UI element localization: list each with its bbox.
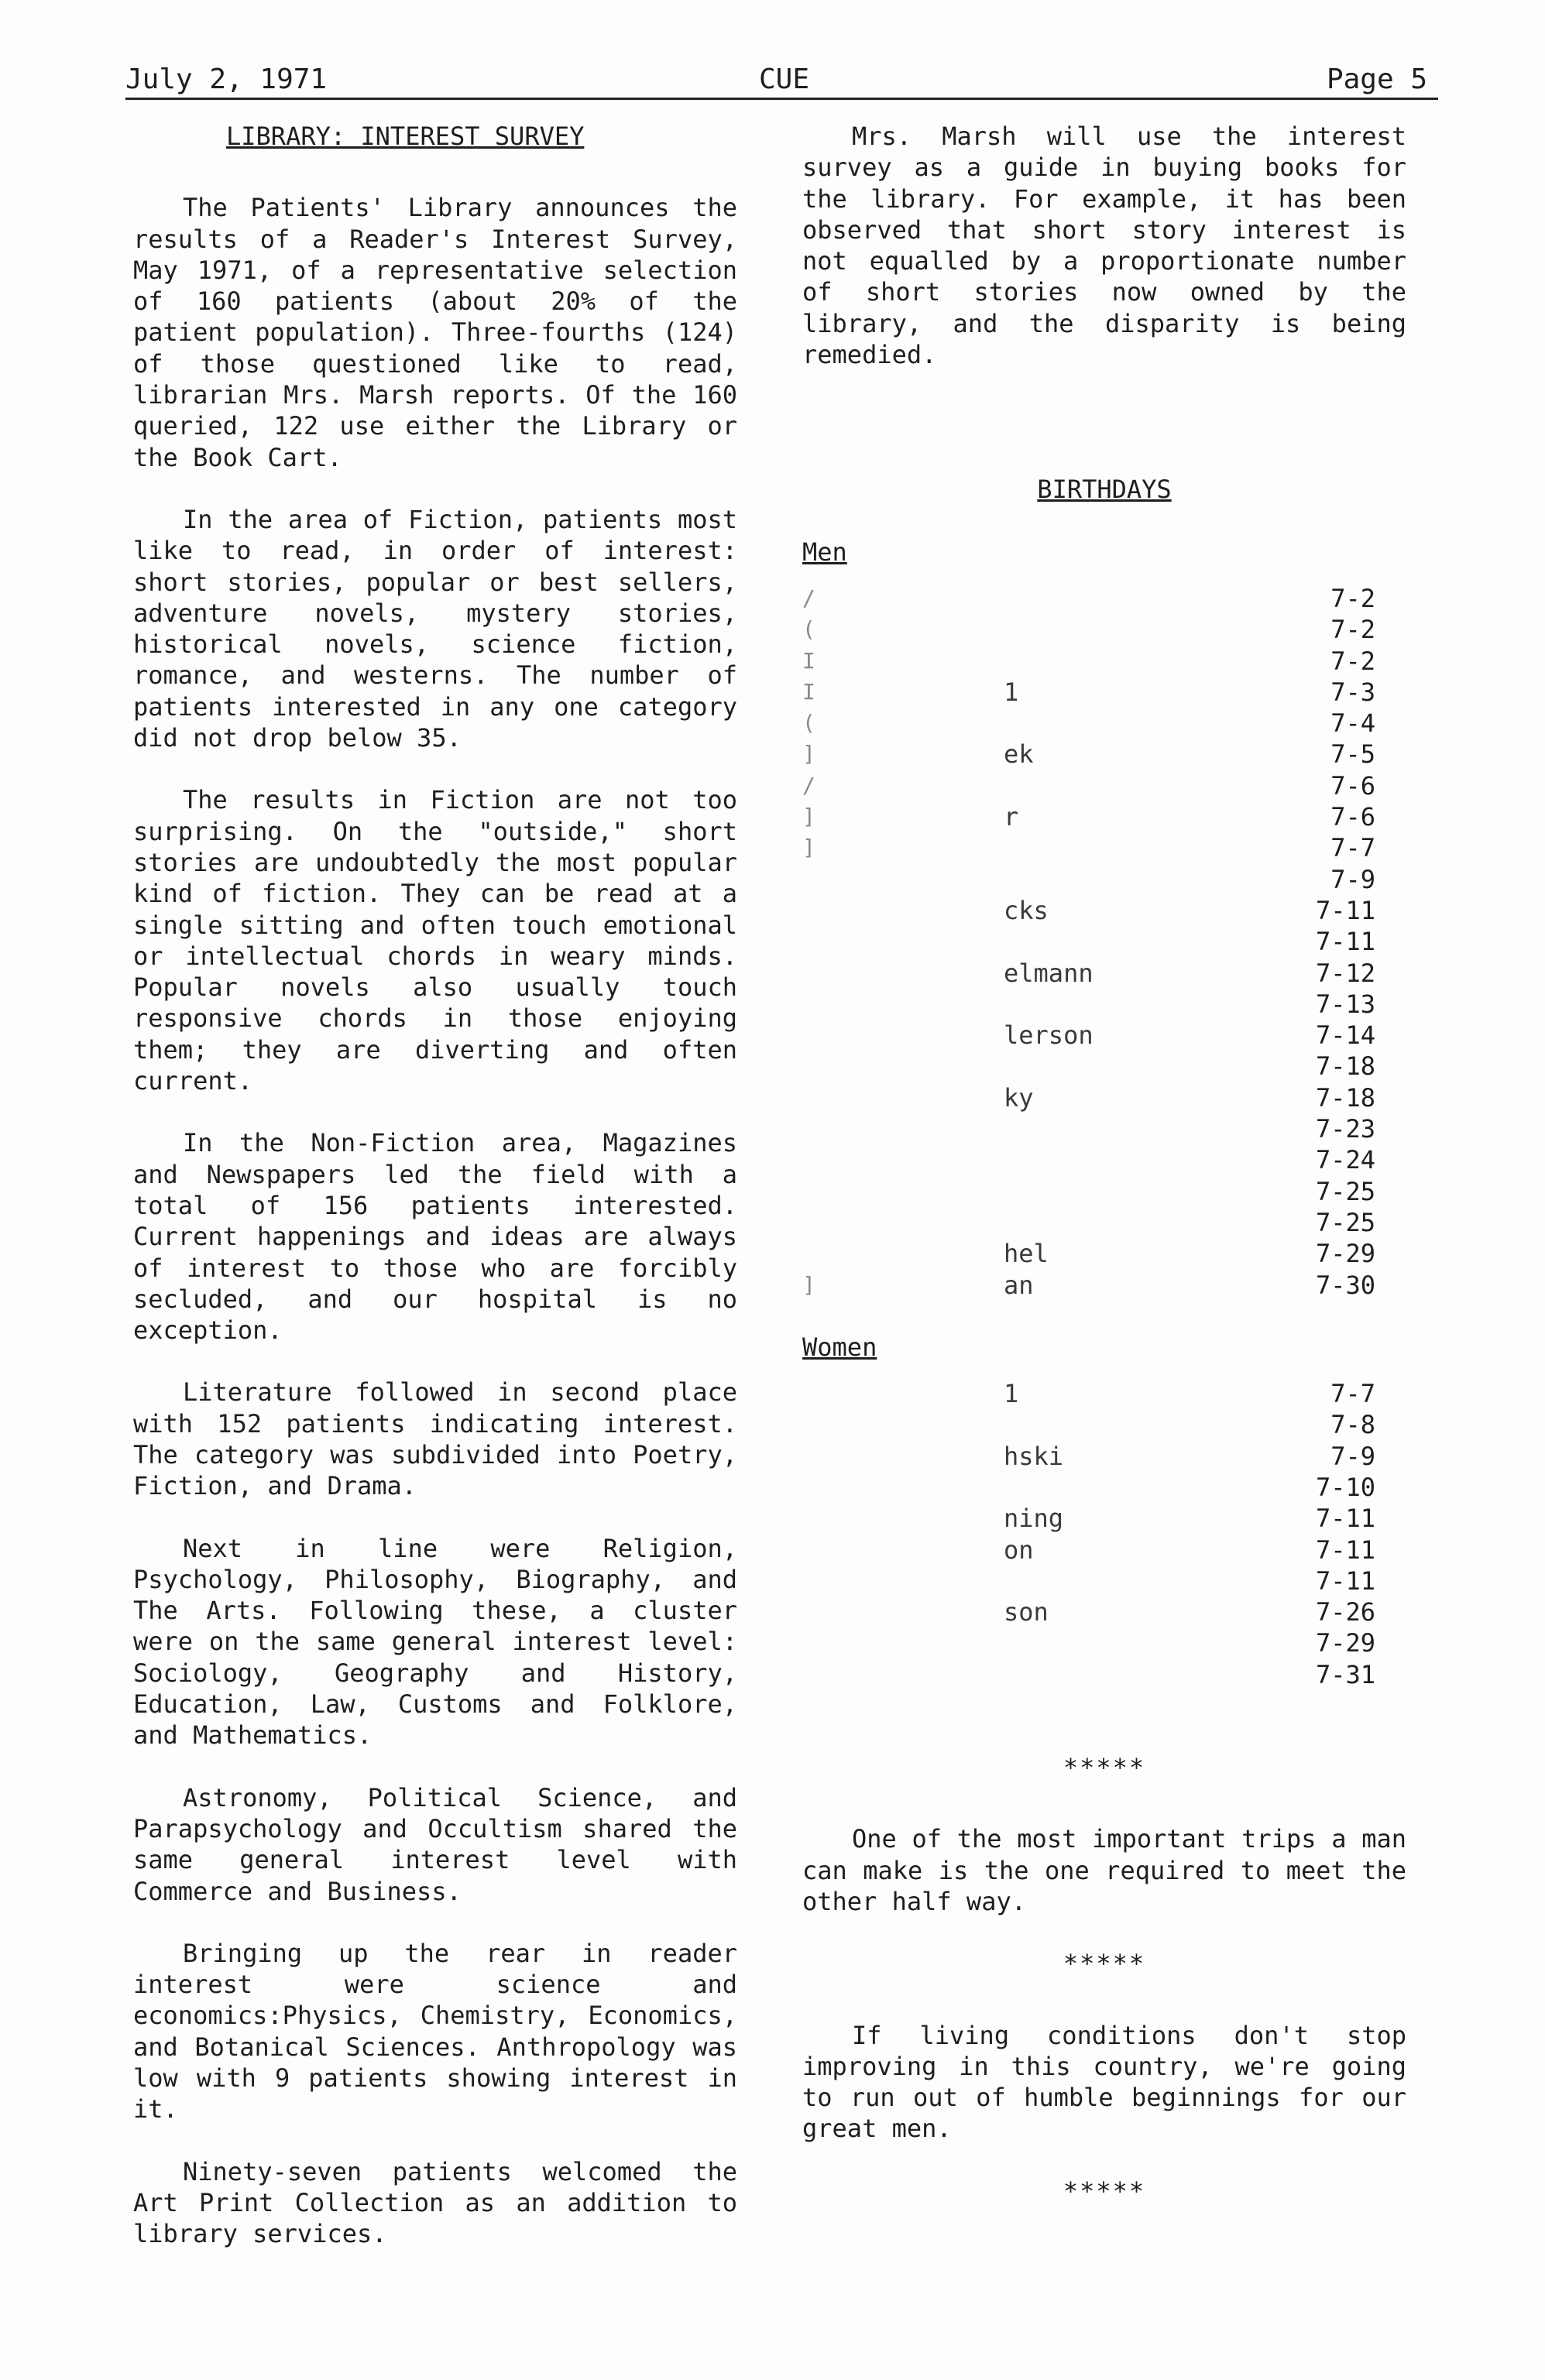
birthday-row	[802, 1238, 1406, 1269]
article-paragraph: Bringing up the rear in reader interest were science and economics:Physics, Chemistry, Economics, and Botanical Sciences. Anthropology was low with 9 patients showing interest in it.	[133, 1938, 737, 2125]
separator-stars: *****	[1063, 2176, 1146, 2206]
birthday-date: 7-14	[1315, 1020, 1375, 1051]
page-header	[125, 63, 1438, 100]
birthday-row	[802, 1566, 1406, 1596]
birthday-row	[802, 1659, 1406, 1690]
name-fragment: lerson	[1004, 1020, 1094, 1051]
name-fragment: ek	[1004, 739, 1034, 770]
name-remnant: (	[802, 710, 815, 736]
birthday-date: 7-7	[1330, 833, 1375, 863]
birthday-row	[802, 1596, 1406, 1627]
article-paragraph: Astronomy, Political Science, and Parapsychology and Occultism shared the same general interest level with Commerce and Business.	[133, 1782, 737, 1906]
birthday-row	[802, 1441, 1406, 1472]
birthday-row	[802, 864, 1406, 895]
birthday-date: 7-11	[1315, 1566, 1375, 1596]
birthday-row	[802, 614, 1406, 645]
birthday-row	[802, 1144, 1406, 1175]
birthday-row	[802, 801, 1406, 832]
birthday-row	[802, 1503, 1406, 1534]
birthday-row	[802, 1409, 1406, 1440]
birthday-date: 7-29	[1315, 1239, 1375, 1269]
issue-date: July 2, 1971	[125, 63, 328, 95]
birthday-date: 7-30	[1315, 1270, 1375, 1300]
name-remnant: /	[802, 585, 815, 611]
birthday-date: 7-2	[1330, 646, 1375, 676]
article-paragraph: In the area of Fiction, patients most like to read, in order of interest: short stories, popular or best sellers, adventure novels, mystery stories, historical novels, science fiction, romance, and westerns. The number of patients interested in any one category did not drop below 35.	[133, 504, 737, 753]
birthday-row	[802, 958, 1406, 989]
name-fragment: ky	[1004, 1082, 1034, 1113]
birthday-row	[802, 1472, 1406, 1503]
birthday-date: 7-4	[1330, 708, 1375, 739]
name-remnant: (	[802, 616, 815, 643]
right-column	[802, 121, 1406, 2207]
article-paragraph: Ninety-seven patients welcomed the Art Print Collection as an addition to library services.	[133, 2156, 737, 2249]
birthday-date: 7-11	[1315, 927, 1375, 957]
article-continuation: Mrs. Marsh will use the interest survey as a guide in buying books for the library. For example, it has been observed that short story interest is not equalled by a proportionate number of short stories now owned by the library, and the disparity is being remedied.	[802, 122, 1406, 370]
name-remnant: I	[802, 647, 815, 674]
filler-quote: One of the most important trips a man can make is the one required to meet the other half way.	[802, 1824, 1406, 1916]
article-paragraph: Next in line were Religion, Psychology, Philosophy, Biography, and The Arts. Following these, a cluster were on the same general interest level: Sociology, Geography and History, Education, Law, Customs and Folklore, and Mathematics.	[133, 1533, 737, 1751]
name-fragment: son	[1004, 1597, 1049, 1627]
birthday-date: 7-5	[1330, 739, 1375, 770]
name-remnant: I	[802, 678, 815, 705]
birthday-row	[802, 1020, 1406, 1051]
separator-stars: *****	[1063, 1753, 1146, 1783]
birthday-row	[802, 1176, 1406, 1207]
birthday-date: 7-11	[1315, 1504, 1375, 1534]
birthday-date: 7-9	[1330, 1441, 1375, 1471]
birthday-date: 7-25	[1315, 1176, 1375, 1206]
name-remnant: ]	[802, 741, 815, 767]
birthday-row	[802, 583, 1406, 614]
birthday-date: 7-25	[1315, 1207, 1375, 1237]
birthday-row	[802, 989, 1406, 1020]
birthday-date: 7-11	[1315, 895, 1375, 925]
birthday-date: 7-2	[1330, 615, 1375, 645]
name-fragment: r	[1004, 802, 1019, 832]
birthday-row	[802, 895, 1406, 926]
birthday-date: 7-7	[1330, 1379, 1375, 1409]
birthday-row	[802, 1113, 1406, 1144]
filler-quote: If living conditions don't stop improving in this country, we're going to run out of humble beginnings for our great men.	[802, 2020, 1406, 2144]
birthday-row	[802, 832, 1406, 863]
name-remnant: ]	[802, 835, 815, 861]
birthday-date: 7-18	[1315, 1082, 1375, 1113]
birthday-row	[802, 739, 1406, 770]
birthday-row	[802, 1082, 1406, 1113]
birthday-row	[802, 708, 1406, 739]
birthday-date: 7-9	[1330, 864, 1375, 894]
birthday-date: 7-11	[1315, 1535, 1375, 1565]
birthday-date: 7-24	[1315, 1145, 1375, 1175]
birthday-date: 7-23	[1315, 1114, 1375, 1144]
name-remnant: ]	[802, 1271, 815, 1298]
birthday-date: 7-8	[1330, 1410, 1375, 1440]
name-fragment: hski	[1004, 1441, 1064, 1471]
article-title: LIBRARY: INTEREST SURVEY	[226, 122, 585, 151]
birthday-date: 7-29	[1315, 1628, 1375, 1658]
name-fragment: hel	[1004, 1239, 1049, 1269]
name-remnant: /	[802, 772, 815, 798]
name-fragment: an	[1004, 1270, 1034, 1300]
name-fragment: 1	[1004, 1379, 1019, 1409]
birthday-date: 7-31	[1315, 1659, 1375, 1689]
birthday-date: 7-26	[1315, 1597, 1375, 1627]
birthday-row	[802, 770, 1406, 801]
birthday-row	[802, 1270, 1406, 1301]
birthday-date: 7-6	[1330, 770, 1375, 801]
birthdays-heading: BIRTHDAYS	[1037, 475, 1172, 505]
women-label: Women	[802, 1332, 877, 1362]
article-paragraph: The Patients' Library announces the results of a Reader's Interest Survey, May 1971, of a representative selection of 160 patients (about 20% of the patient population). Three-fourths (124) of those questioned like to read, librarian Mrs. Marsh reports. Of the 160 queried, 122 use either the Library or the Book Cart.	[133, 193, 737, 472]
publication-name: CUE	[759, 63, 810, 95]
article-paragraph: Literature followed in second place with 152 patients indicating interest. The category was subdivided into Poetry, Fiction, and Drama.	[133, 1377, 737, 1501]
name-fragment: ning	[1004, 1504, 1064, 1534]
separator-stars: *****	[1063, 1949, 1146, 1979]
birthday-row	[802, 1207, 1406, 1238]
birthday-date: 7-6	[1330, 802, 1375, 832]
birthday-row	[802, 646, 1406, 677]
men-label: Men	[802, 537, 847, 567]
birthday-date: 7-2	[1330, 583, 1375, 613]
page-number: Page 5	[1326, 63, 1427, 95]
name-fragment: cks	[1004, 895, 1049, 925]
article-paragraph: In the Non-Fiction area, Magazines and Newspapers led the field with a total of 156 patients interested. Current happenings and ideas are always of interest to those who are forcibly secluded, and our hospital is no exception.	[133, 1128, 737, 1346]
birthday-date: 7-10	[1315, 1472, 1375, 1502]
birthday-row	[802, 677, 1406, 708]
birthday-date: 7-3	[1330, 677, 1375, 707]
name-fragment: elmann	[1004, 958, 1094, 988]
name-fragment: on	[1004, 1535, 1034, 1565]
birthday-row	[802, 1378, 1406, 1409]
men-birthday-list	[802, 583, 1406, 1301]
women-birthday-list	[802, 1378, 1406, 1690]
article-paragraph: The results in Fiction are not too surprising. On the "outside," short stories are undoubtedly the most popular kind of fiction. They can be read at a single sitting and often touch emotional or intellectual chords in weary minds. Popular novels also usually touch responsive chords in those enjoying them; they are diverting and often current.	[133, 785, 737, 1096]
birthday-row	[802, 1535, 1406, 1566]
birthday-date: 7-13	[1315, 989, 1375, 1019]
birthday-row	[802, 1627, 1406, 1658]
birthday-date: 7-18	[1315, 1051, 1375, 1082]
left-column	[133, 121, 737, 2250]
birthday-row	[802, 926, 1406, 957]
birthday-date: 7-12	[1315, 958, 1375, 988]
birthday-row	[802, 1051, 1406, 1082]
name-remnant: ]	[802, 804, 815, 830]
name-fragment: 1	[1004, 677, 1019, 707]
